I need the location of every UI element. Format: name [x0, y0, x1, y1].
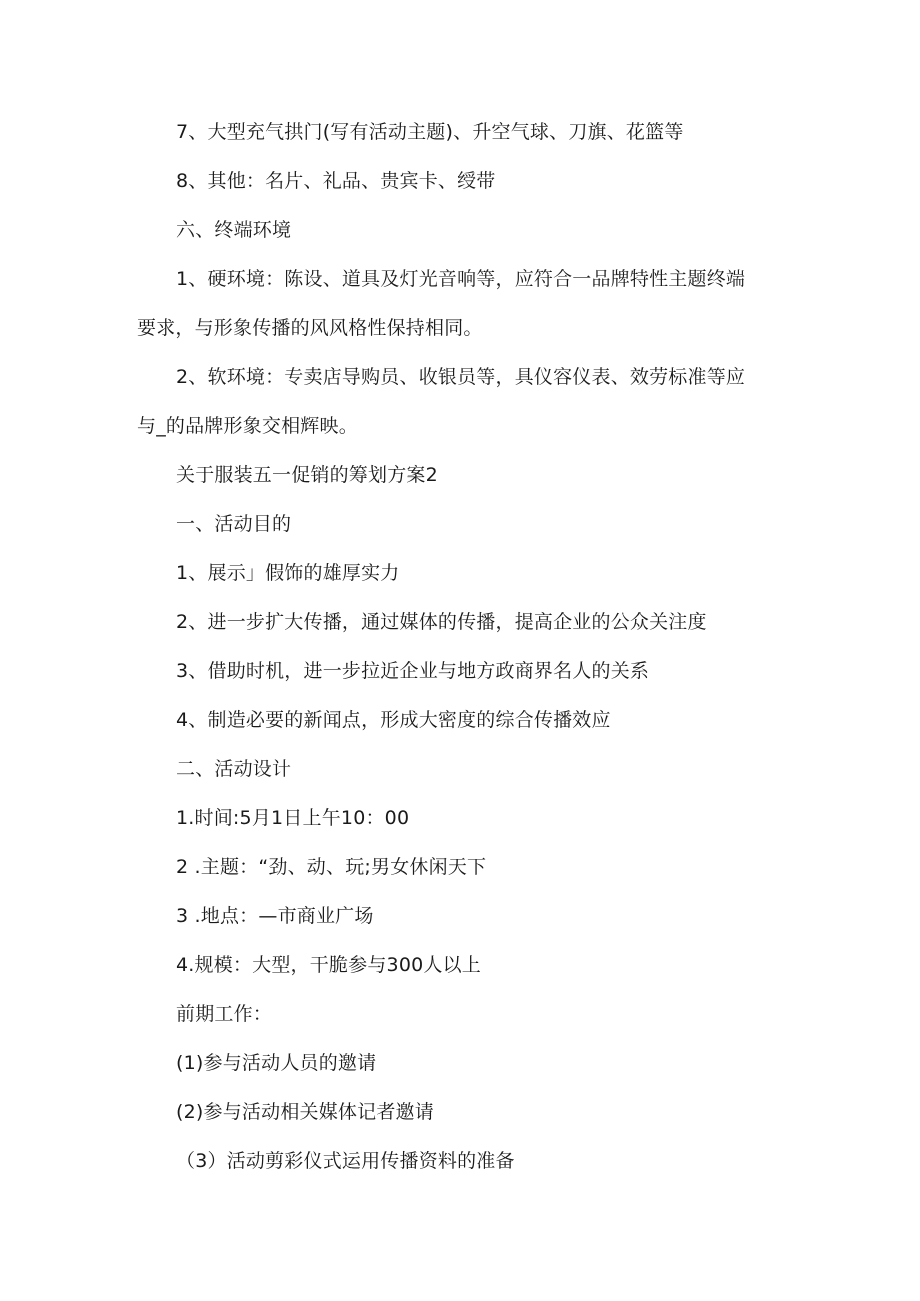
list-item-purpose-3: 3、借助时机，进一步拉近企业与地方政商界名人的关系 [176, 660, 650, 682]
section-heading-activity-design: 二、活动设计 [176, 758, 292, 780]
section-heading-terminal-environment: 六、终端环境 [176, 219, 292, 241]
list-item-design-scale: 4.规模：大型，干脆参与300人以上 [176, 954, 481, 976]
list-item-design-location: 3 .地点：—市商业广场 [176, 905, 374, 927]
list-item-design-theme: 2 .主题：“劲、动、玩;男女休闲天下 [176, 856, 487, 878]
list-item-preliminary-1: (1)参与活动人员的邀请 [176, 1052, 377, 1074]
paragraph-soft-environment: 2、软环境：专卖店导购员、收银员等，具仪容仪表、效劳标准等应 [176, 366, 746, 388]
list-item-materials-8: 8、其他：名片、礼品、贵宾卡、绶带 [176, 170, 496, 192]
list-item-preliminary-2: (2)参与活动相关媒体记者邀请 [176, 1101, 434, 1123]
list-item-preliminary-3: （3）活动剪彩仪式运用传播资料的准备 [176, 1150, 515, 1172]
list-item-purpose-4: 4、制造必要的新闻点，形成大密度的综合传播效应 [176, 709, 611, 731]
paragraph-soft-environment-continued: 与_的品牌形象交相辉映。 [137, 415, 358, 437]
list-item-materials-7: 7、大型充气拱门(写有活动主题)、升空气球、刀旗、花篮等 [176, 121, 684, 143]
section-heading-activity-purpose: 一、活动目的 [176, 513, 292, 535]
subheading-preliminary-work: 前期工作： [176, 1003, 273, 1025]
document-title-plan-2: 关于服装五一促销的筹划方案2 [176, 464, 438, 486]
list-item-design-time: 1.时间:5月1日上午10：00 [176, 807, 410, 829]
paragraph-hard-environment-continued: 要求，与形象传播的风风格性保持相同。 [137, 317, 483, 339]
paragraph-hard-environment: 1、硬环境：陈设、道具及灯光音响等，应符合一品牌特性主题终端 [176, 268, 746, 290]
list-item-purpose-2: 2、进一步扩大传播，通过媒体的传播，提高企业的公众关注度 [176, 611, 707, 633]
list-item-purpose-1: 1、展示」假饰的雄厚实力 [176, 562, 400, 584]
